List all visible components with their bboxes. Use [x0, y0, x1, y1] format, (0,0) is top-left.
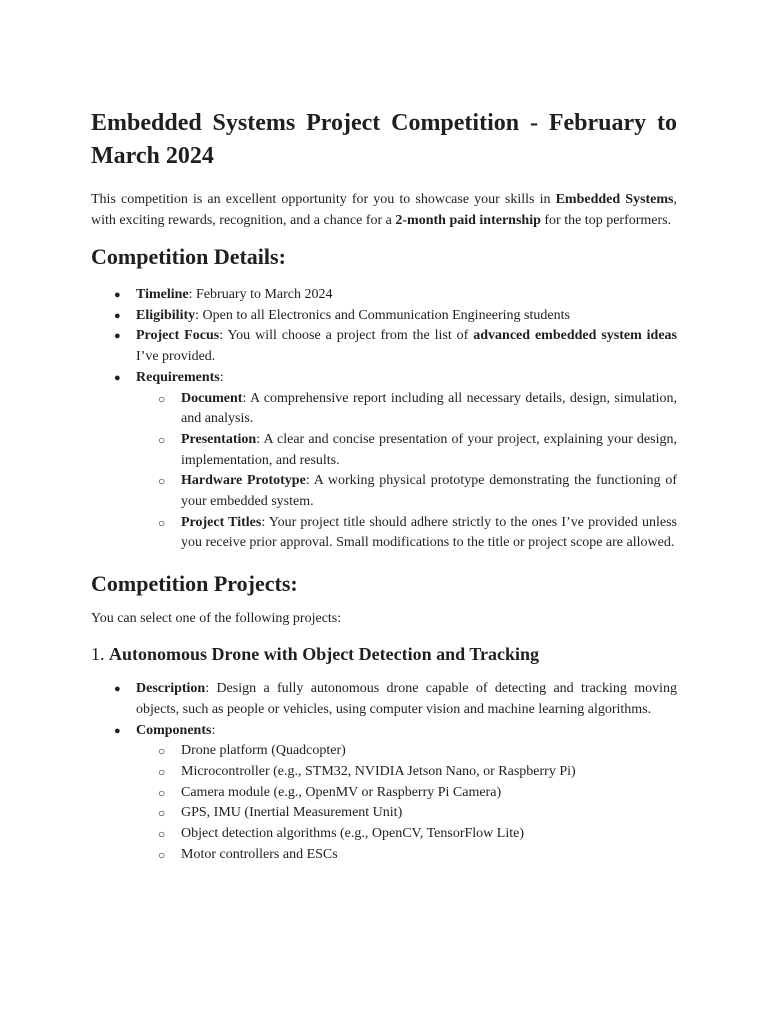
- sub-bullet-icon: ○: [158, 827, 166, 842]
- list-item-eligibility: [91, 306, 677, 327]
- bullet-icon: ●: [114, 724, 121, 737]
- components-label: Components: [136, 722, 212, 738]
- requirement-text: : A working physical prototype demonstrating the functioning of your embedded system.: [181, 473, 677, 510]
- components-colon: :: [211, 722, 216, 738]
- component-text: GPS, IMU (Inertial Measurement Unit): [181, 805, 403, 821]
- page-title: Embedded Systems Project Competition - February to March 2024: [91, 110, 677, 169]
- bullet-icon: ●: [114, 371, 121, 384]
- focus-text-2: I’ve provided.: [136, 349, 216, 365]
- list-item-project-focus: [91, 326, 677, 367]
- sub-bullet-icon: ○: [158, 785, 166, 800]
- intro-text-2: , with exciting rewards, recognition, and a chance for a: [91, 192, 677, 228]
- component-item: [136, 783, 677, 804]
- sublist-item-document: [136, 389, 677, 430]
- competition-details-heading: Competition Details:: [91, 244, 286, 269]
- focus-text-1: : You will choose a project from the list of: [219, 328, 474, 344]
- intro-text-1: This competition is an excellent opportunity for you to showcase your skills in: [91, 192, 556, 207]
- competition-details-list: [91, 285, 677, 554]
- timeline-text: : February to March 2024: [188, 287, 333, 302]
- intro-bold-1: Embedded Systems: [555, 192, 674, 207]
- sub-bullet-icon: ○: [158, 474, 166, 489]
- intro-bold-2: 2-month paid internship: [395, 213, 541, 228]
- eligibility-label: Eligibility: [136, 307, 196, 323]
- timeline-label: Timeline: [136, 287, 189, 302]
- sub-bullet-icon: ○: [158, 515, 166, 530]
- sublist-item-presentation: [136, 430, 677, 471]
- project-number: 1.: [91, 644, 109, 665]
- component-item: [136, 824, 677, 845]
- bullet-icon: ●: [114, 309, 121, 322]
- requirement-label: Document: [181, 390, 243, 406]
- component-text: Motor controllers and ESCs: [181, 846, 338, 862]
- sublist-item-hardware-prototype: [136, 471, 677, 512]
- list-item-requirements: [91, 368, 677, 554]
- bullet-icon: ●: [114, 683, 121, 696]
- requirement-text: : A clear and concise presentation of your project, explaining your design, implementation, and results.: [181, 431, 677, 468]
- requirements-colon: :: [219, 369, 224, 385]
- list-item-timeline: [91, 285, 677, 306]
- project-1-list: [91, 679, 677, 865]
- sub-bullet-icon: ○: [158, 847, 166, 862]
- bullet-icon: ●: [114, 330, 121, 343]
- list-item-components: [91, 721, 677, 866]
- intro-paragraph: [91, 189, 677, 231]
- component-text: Camera module (e.g., OpenMV or Raspberry Pi Camera): [181, 784, 502, 800]
- sub-bullet-icon: ○: [158, 806, 166, 821]
- bullet-icon: ●: [114, 289, 121, 301]
- requirement-label: Presentation: [181, 431, 257, 447]
- requirements-sublist: [136, 389, 677, 555]
- intro-text-3: for the top performers.: [540, 213, 672, 228]
- component-text: Drone platform (Quadcopter): [181, 743, 346, 759]
- focus-bold: advanced embedded system ideas: [473, 328, 677, 344]
- projects-intro: You can select one of the following projects:: [91, 611, 342, 627]
- project-title-text: Autonomous Drone with Object Detection and Tracking: [109, 644, 540, 665]
- sub-bullet-icon: ○: [158, 744, 166, 759]
- requirement-text: : A comprehensive report including all necessary details, design, simulation, and analysis.: [181, 390, 677, 427]
- requirement-label: Hardware Prototype: [181, 473, 306, 489]
- component-text: Microcontroller (e.g., STM32, NVIDIA Jetson Nano, or Raspberry Pi): [181, 763, 576, 779]
- competition-projects-heading: Competition Projects:: [91, 571, 298, 597]
- requirements-label: Requirements: [136, 369, 220, 385]
- description-text: : Design a fully autonomous drone capable of detecting and tracking moving objects, such as people or vehicles, using computer vision and machine learning algorithms.: [136, 681, 677, 717]
- component-text: Object detection algorithms (e.g., OpenCV, TensorFlow Lite): [181, 826, 524, 842]
- component-item: [136, 762, 677, 783]
- sublist-item-project-titles: [136, 513, 677, 554]
- components-sublist: [136, 741, 677, 865]
- project-1-title: [91, 641, 677, 667]
- focus-label: Project Focus: [136, 328, 220, 344]
- requirement-text: : Your project title should adhere strictly to the ones I’ve provided unless you receive prior approval. Small modifications to the title or project scope are allowed.: [181, 514, 677, 551]
- eligibility-text: : Open to all Electronics and Communication Engineering students: [195, 307, 570, 323]
- sub-bullet-icon: ○: [158, 391, 166, 406]
- requirement-label: Project Titles: [181, 514, 262, 530]
- component-item: [136, 741, 677, 762]
- description-label: Description: [136, 681, 206, 697]
- component-item: [136, 803, 677, 824]
- sub-bullet-icon: ○: [158, 764, 166, 779]
- sub-bullet-icon: ○: [158, 432, 166, 447]
- component-item: [136, 845, 677, 866]
- list-item-description: [91, 679, 677, 720]
